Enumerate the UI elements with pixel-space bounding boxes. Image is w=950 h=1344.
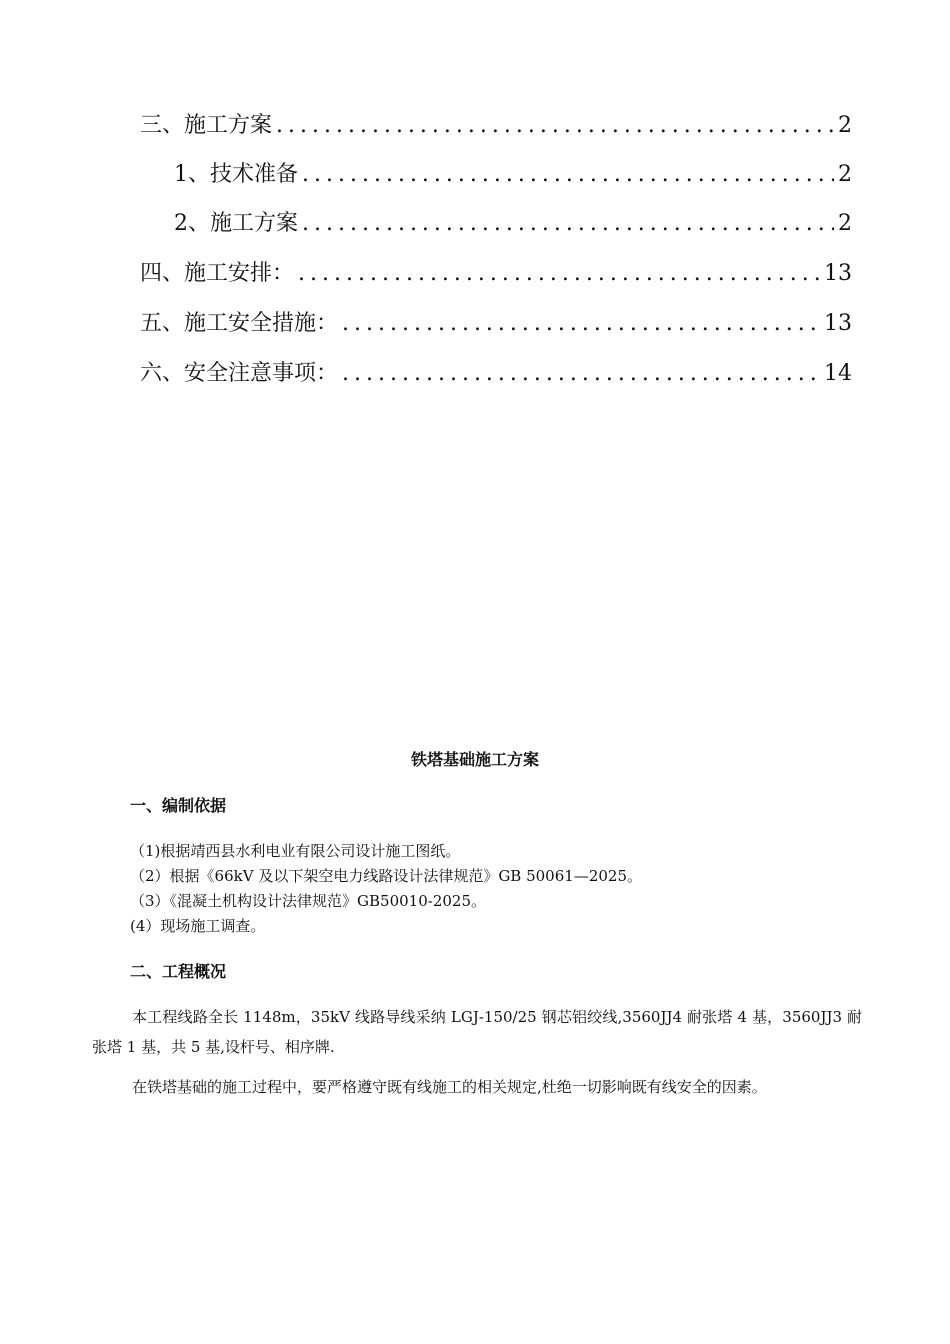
toc-leader-dots (342, 354, 820, 394)
toc-label: 1、技术准备 (174, 162, 298, 187)
toc-page-number: 2 (838, 113, 852, 138)
toc-label: 三、施工方案 (140, 113, 273, 138)
reference-item-2: （2）根据《66kV 及以下架空电力线路设计法律规范》GB 50061—2025。 (130, 867, 642, 885)
reference-item-3: （3）《混凝土机构设计法律规范》GB50010-2025。 (130, 892, 487, 910)
toc-leader-dots (302, 155, 834, 195)
document-title: 铁塔基础施工方案 (410, 750, 539, 769)
section-heading-basis: 一、编制依据 (130, 796, 227, 815)
reference-item-1: （1)根据靖西县水利电业有限公司设计施工图纸。 (130, 842, 461, 860)
toc-leader-dots (302, 204, 834, 244)
toc-entry-3-1[interactable] (174, 155, 852, 195)
section-heading-overview: 二、工程概况 (130, 962, 227, 981)
toc-leader-dots (276, 106, 834, 146)
toc-page-number: 14 (824, 361, 852, 386)
toc-entry-3[interactable] (140, 106, 852, 146)
toc-leader-dots (342, 304, 820, 344)
toc-entry-4[interactable] (140, 254, 852, 294)
toc-label: 四、施工安排： (140, 261, 295, 286)
toc-entry-6[interactable] (140, 354, 852, 394)
toc-page-number: 2 (838, 162, 852, 187)
toc-entry-3-2[interactable] (174, 204, 852, 244)
toc-label: 六、安全注意事项： (140, 361, 339, 386)
toc-page-number: 13 (824, 311, 852, 336)
overview-paragraph-1: 本工程线路全长 1148m，35kV 线路导线采纳 LGJ-150/25 钢芯铝绞线,3560JJ4 耐张塔 4 基，3560JJ3 耐张塔 1 基，共 5 基,设杆号、相序牌. (92, 1008, 862, 1056)
toc-page-number: 13 (824, 261, 852, 286)
toc-leader-dots (298, 254, 820, 294)
toc-entry-5[interactable] (140, 304, 852, 344)
toc-page-number: 2 (838, 211, 852, 236)
toc-label: 2、施工方案 (174, 211, 298, 236)
toc-label: 五、施工安全措施： (140, 311, 339, 336)
reference-item-4: (4）现场施工调查。 (130, 917, 266, 935)
overview-paragraph-2: 在铁塔基础的施工过程中，要严格遵守既有线施工的相关规定,杜绝一切影响既有线安全的因素。 (132, 1078, 767, 1096)
